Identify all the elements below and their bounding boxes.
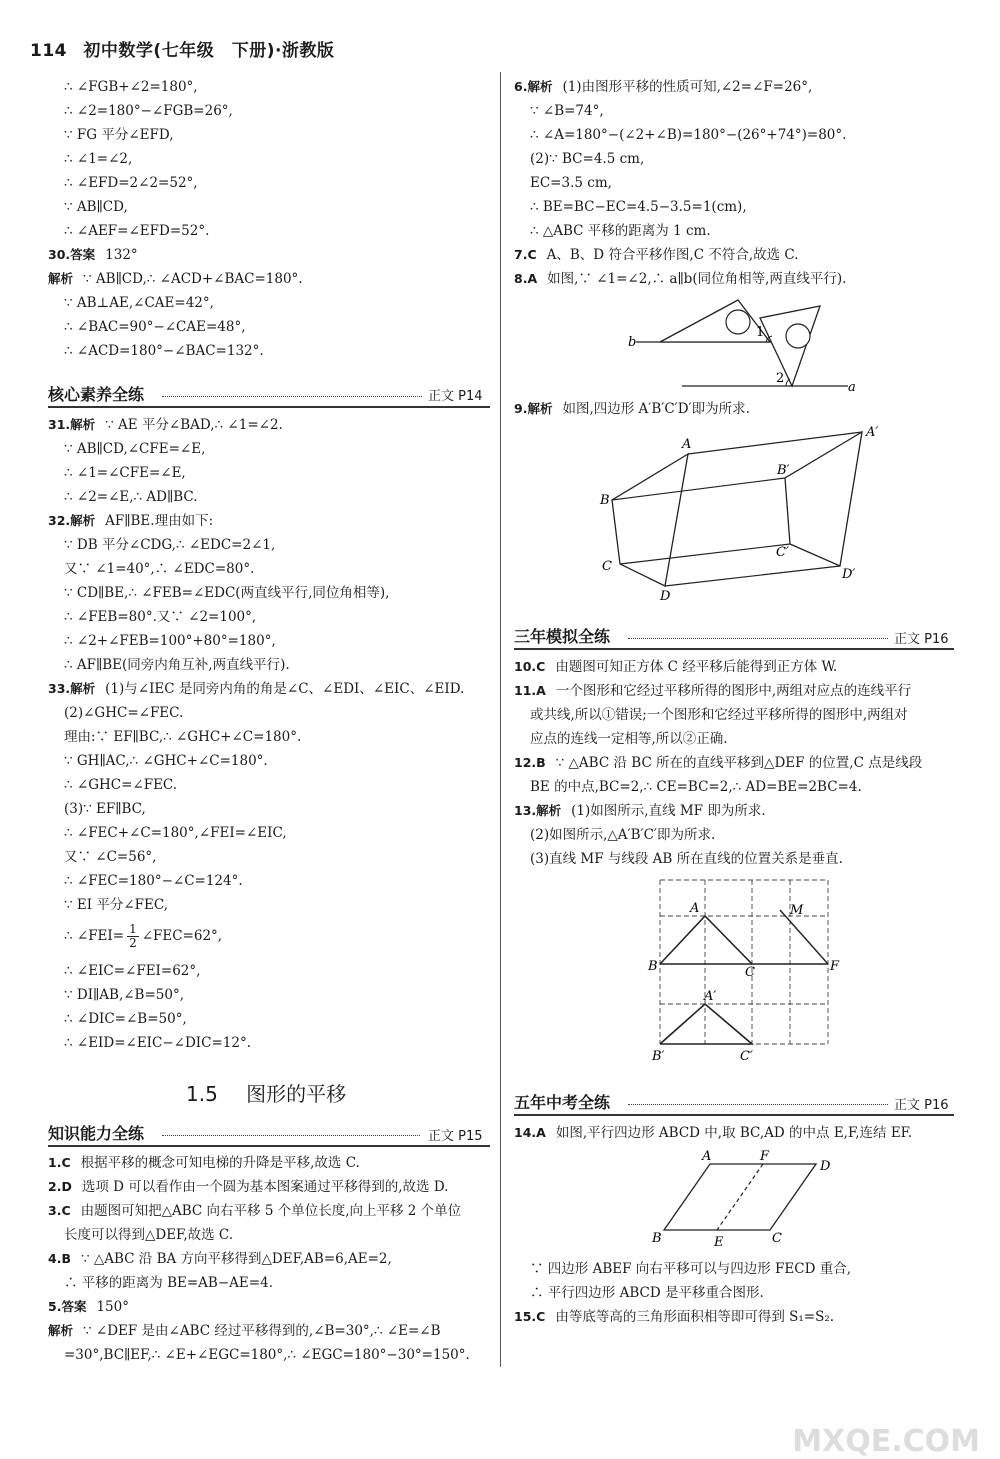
page-header: [30, 36, 334, 61]
label-b: b: [628, 335, 637, 350]
translation-line: [688, 432, 862, 454]
item-label: 2.D: [48, 1179, 72, 1194]
line-text: (2)∠GHC=∠FEC.: [64, 705, 184, 721]
item-label: 3.C: [48, 1203, 71, 1218]
ruler-hole: [726, 310, 750, 334]
line-text: ∵ ∠DEF 是由∠ABC 经过平移得到的,∠B=30°,∴ ∠E=∠B: [83, 1323, 441, 1339]
label-C: C: [772, 1231, 782, 1246]
line-text: 又∵ ∠1=40°,∴ ∠EDC=80°.: [64, 561, 255, 577]
label-C1: C′: [776, 545, 789, 560]
quad-A1B1C1D1: [785, 432, 862, 566]
text-line: [64, 486, 198, 508]
line-text: A、B、D 符合平移作图,C 不符合,故选 C.: [546, 247, 799, 263]
item-label: 7.C: [514, 247, 537, 262]
line-text: ∴ ∠EID=∠EIC−∠DIC=12°.: [64, 1035, 251, 1051]
section-underline: [514, 648, 954, 650]
figure-8: [620, 296, 860, 396]
text-line: [64, 1272, 273, 1294]
book-title: 初中数学(七年级 下册)·浙教版: [83, 41, 335, 61]
label-A: A: [682, 437, 692, 452]
line-text: ∵ CD∥BE,∴ ∠FEB=∠EDC(两直线平行,同位角相等),: [64, 585, 390, 601]
text-line: [64, 654, 290, 676]
line-text: ∵ AE 平分∠BAD,∴ ∠1=∠2.: [105, 417, 283, 433]
label-A: A: [702, 1149, 712, 1164]
line-text: ∴ ∠1=∠CFE=∠E,: [64, 465, 186, 481]
figure-14: [640, 1146, 840, 1252]
text-line: [64, 462, 186, 484]
line-text: 理由:∵ EF∥BC,∴ ∠GHC+∠C=180°.: [64, 729, 302, 745]
text-line: [48, 268, 303, 290]
line-text: (2)如图所示,△A′B′C′即为所求.: [530, 827, 716, 843]
line-text: 又∵ ∠C=56°,: [64, 849, 157, 865]
frac-den: 2: [129, 936, 137, 950]
label-E: E: [714, 1235, 724, 1250]
item-label: 33.解析: [48, 681, 96, 696]
quad-ABCD: [612, 454, 688, 586]
line-text: ∵ AB∥CD,∠CFE=∠E,: [64, 441, 206, 457]
line-text: ∵ △ABC 沿 BA 方向平移得到△DEF,AB=6,AE=2,: [80, 1251, 392, 1267]
text-line: [48, 414, 283, 436]
label-angle-1: 1: [756, 325, 765, 340]
column-divider: [500, 72, 501, 1367]
text-line: [64, 702, 183, 724]
frac-pre: ∴ ∠FEI=: [64, 928, 125, 944]
parallelogram-ABCD: [664, 1164, 816, 1230]
text-line: [530, 1282, 764, 1304]
line-text: ∴ ∠A=180°−(∠2+∠B)=180°−(26°+74°)=80°.: [530, 127, 847, 143]
text-line: [530, 776, 862, 798]
text-line: [530, 848, 843, 870]
text-line: [64, 1032, 251, 1054]
line-text: ∴ ∠DIC=∠B=50°,: [64, 1011, 187, 1027]
section-title-three-year: 三年模拟全练: [514, 627, 611, 646]
label-M: M: [790, 903, 804, 918]
line-text: ∴ ∠EFD=2∠2=52°,: [64, 175, 198, 191]
text-line: [64, 798, 146, 820]
text-line: [48, 1176, 448, 1198]
item-label: 解析: [48, 1323, 74, 1338]
text-line: [64, 534, 275, 556]
label-D: D: [660, 589, 671, 604]
line-text: 由等底等高的三角形面积相等即可得到 S₁=S₂.: [555, 1309, 835, 1325]
text-line: [514, 268, 846, 290]
line-text: ∴ ∠ACD=180°−∠BAC=132°.: [64, 343, 264, 359]
text-line: [530, 704, 908, 726]
text-line: [48, 678, 464, 700]
section-ref: 正文 P16: [894, 1098, 949, 1113]
line-text: ∵ DI∥AB,∠B=50°,: [64, 987, 184, 1003]
text-line: [530, 220, 711, 242]
text-line: [514, 752, 922, 774]
q9-text: 如图,四边形 A′B′C′D′即为所求.: [562, 401, 750, 417]
q9-label: 9.解析: [514, 401, 553, 416]
line-text: 根据平移的概念可知电梯的升降是平移,故选 C.: [80, 1155, 360, 1171]
text-line: [530, 824, 715, 846]
text-line: [64, 726, 301, 748]
text-line: [48, 1200, 461, 1222]
text-line: [530, 728, 728, 750]
q9-line: [514, 398, 750, 420]
section-dotted-line: [628, 1104, 888, 1105]
figure-13-grid: [650, 876, 840, 1066]
line-text: ∴ △ABC 平移的距离为 1 cm.: [530, 223, 711, 239]
line-text: ∴ ∠1=∠2,: [64, 151, 133, 167]
text-line: [64, 1224, 233, 1246]
text-line: [64, 1344, 470, 1366]
translation-line: [620, 544, 790, 564]
text-line: [64, 984, 184, 1006]
text-line: [514, 680, 911, 702]
section-title-knowledge: 知识能力全练: [48, 1124, 145, 1143]
line-text: ∴ ∠FEB=80°.又∵ ∠2=100°,: [64, 609, 257, 625]
item-label: 10.C: [514, 659, 546, 674]
line-text: ∴ ∠FGB+∠2=180°,: [64, 79, 198, 95]
fraction: [127, 923, 139, 950]
label-angle-2: 2: [776, 371, 785, 386]
text-line: [64, 558, 254, 580]
text-line: [64, 100, 233, 122]
item-label: 15.C: [514, 1309, 546, 1324]
label-B1: B′: [777, 463, 790, 478]
text-line: [514, 244, 799, 266]
section-title-core: 核心素养全练: [48, 385, 145, 404]
line-MF: [780, 910, 828, 964]
line-text: 一个图形和它经过平移所得的图形中,两组对应点的连线平行: [555, 683, 912, 699]
text-line: [64, 960, 200, 982]
item-label: 12.B: [514, 755, 546, 770]
q14-text: 如图,平行四边形 ABCD 中,取 BC,AD 的中点 E,F,连结 EF.: [555, 1125, 913, 1141]
line-text: 132°: [105, 247, 138, 263]
item-label: 13.解析: [514, 803, 562, 818]
line-text: (1)由图形平移的性质可知,∠2=∠F=26°,: [562, 79, 813, 95]
line-text: ∴ ∠FEC+∠C=180°,∠FEI=∠EIC,: [64, 825, 287, 841]
section-dotted-line: [628, 638, 888, 639]
watermark: MXQE.COM: [792, 1424, 980, 1459]
text-line: [64, 196, 128, 218]
item-label: 32.解析: [48, 513, 96, 528]
line-text: ∴ AF∥BE(同旁内角互补,两直线平行).: [64, 657, 290, 673]
text-line: [64, 870, 243, 892]
line-text: ∵ AB⊥AE,∠CAE=42°,: [64, 295, 214, 311]
line-text: ∵ ∠B=74°,: [530, 103, 604, 119]
line-text: (3)∵ EF∥BC,: [64, 801, 146, 817]
text-line: [514, 1306, 834, 1328]
line-text: 选项 D 可以看作由一个圆为基本图案通过平移得到的,故选 D.: [81, 1179, 449, 1195]
chapter-number: 1.5: [186, 1082, 218, 1106]
triangle-ruler-1: [660, 300, 770, 342]
line-text: ∴ ∠BAC=90°−∠CAE=48°,: [64, 319, 246, 335]
text-line: [48, 244, 138, 266]
line-text: ∵ EI 平分∠FEC,: [64, 897, 169, 913]
label-F: F: [830, 959, 840, 974]
item-label: 8.A: [514, 271, 538, 286]
item-label: 31.解析: [48, 417, 96, 432]
line-text: (3)直线 MF 与线段 AB 所在直线的位置关系是垂直.: [530, 851, 843, 867]
line-text: 由题图可知把△ABC 向右平移 5 个单位长度,向上平移 2 个单位: [80, 1203, 462, 1219]
text-line: [48, 1248, 392, 1270]
line-text: ∴ ∠FEC=180°−∠C=124°.: [64, 873, 243, 889]
section-underline: [48, 406, 490, 408]
line-text: ∴ ∠AEF=∠EFD=52°.: [64, 223, 210, 239]
text-line: [64, 340, 264, 362]
text-line: [48, 1296, 129, 1318]
item-label: 11.A: [514, 683, 546, 698]
label-A1: A′: [704, 989, 717, 1004]
line-text: ∵ DB 平分∠CDG,∴ ∠EDC=2∠1,: [64, 537, 276, 553]
line-text: ∴ 平移的距离为 BE=AB−AE=4.: [64, 1275, 273, 1291]
section-ref: 正文 P16: [894, 632, 949, 647]
text-line: [530, 1258, 851, 1280]
section-dotted-line: [162, 396, 422, 397]
label-B: B: [600, 493, 610, 508]
label-B1: B′: [652, 1049, 665, 1064]
text-line: [514, 76, 812, 98]
text-line: [64, 750, 268, 772]
label-a: a: [848, 380, 856, 395]
text-line: [48, 1320, 441, 1342]
label-B: B: [648, 959, 658, 974]
line-text: ∴ ∠2=180°−∠FGB=26°,: [64, 103, 233, 119]
line-text: (1)与∠IEC 是同旁内角的角是∠C、∠EDI、∠EIC、∠EID.: [105, 681, 465, 697]
text-line: [64, 846, 156, 868]
text-line: [64, 148, 132, 170]
label-A1: A′: [866, 425, 879, 440]
text-line: [64, 606, 256, 628]
ruler-hole: [786, 324, 810, 348]
label-A: A: [690, 901, 700, 916]
line-text: (1)如图所示,直线 MF 即为所求.: [571, 803, 766, 819]
text-line: [64, 292, 214, 314]
line-text: ∵ △ABC 沿 BC 所在的直线平移到△DEF 的位置,C 点是线段: [555, 755, 923, 771]
item-label: 6.解析: [514, 79, 553, 94]
section-ref: 正文 P15: [428, 1129, 483, 1144]
section-title-five-year: 五年中考全练: [514, 1093, 611, 1112]
line-text: 应点的连线一定相等,所以②正确.: [530, 731, 728, 747]
line-text: =30°,BC∥EF,∴ ∠E+∠EGC=180°,∴ ∠EGC=180°−30°=150°.: [64, 1347, 470, 1363]
line-text: ∴ BE=BC−EC=4.5−3.5=1(cm),: [530, 199, 747, 215]
text-line: [64, 582, 389, 604]
line-text: ∵ FG 平分∠EFD,: [64, 127, 174, 143]
figure-9: [590, 420, 890, 610]
label-F: F: [760, 1149, 770, 1164]
fraction-line: [64, 918, 222, 954]
text-line: [64, 316, 246, 338]
line-text: ∵ 四边形 ABEF 向右平移可以与四边形 FECD 重合,: [530, 1261, 852, 1277]
text-line: [64, 172, 198, 194]
item-label: 30.答案: [48, 247, 96, 262]
item-label: 5.答案: [48, 1299, 87, 1314]
item-label: 1.C: [48, 1155, 71, 1170]
line-text: ∵ AB∥CD,∴ ∠ACD+∠BAC=180°.: [83, 271, 303, 287]
text-line: [530, 196, 747, 218]
label-D1: D′: [842, 567, 856, 582]
label-C: C: [602, 559, 612, 574]
translation-line: [665, 566, 840, 586]
triangle-ruler-2: [760, 306, 820, 386]
section-ref: 正文 P14: [428, 389, 483, 404]
text-line: [64, 630, 276, 652]
page-number: 114: [30, 41, 67, 61]
line-text: ∵ AB∥CD,: [64, 199, 128, 215]
text-line: [514, 656, 837, 678]
text-line: [530, 100, 604, 122]
text-line: [64, 220, 209, 242]
line-text: (2)∵ BC=4.5 cm,: [530, 151, 645, 167]
text-line: [64, 822, 287, 844]
text-line: [64, 438, 205, 460]
triangle-A1B1C1: [660, 1004, 752, 1044]
line-text: AF∥BE.理由如下:: [105, 513, 214, 529]
text-line: [64, 1008, 187, 1030]
translation-line: [612, 478, 785, 500]
section-dotted-line: [162, 1135, 420, 1136]
line-text: 或共线,所以①错误;一个图形和它经过平移所得的图形中,两组对: [530, 707, 908, 723]
item-label: 4.B: [48, 1251, 71, 1266]
line-text: ∵ GH∥AC,∴ ∠GHC+∠C=180°.: [64, 753, 268, 769]
chapter-heading: [186, 1078, 346, 1107]
label-B: B: [652, 1231, 662, 1246]
line-text: ∴ ∠EIC=∠FEI=62°,: [64, 963, 201, 979]
text-line: [530, 172, 612, 194]
frac-num: 1: [129, 922, 137, 936]
line-text: EC=3.5 cm,: [530, 175, 612, 191]
line-text: ∴ 平行四边形 ABCD 是平移重合图形.: [530, 1285, 764, 1301]
q14-label: 14.A: [514, 1125, 546, 1140]
q14-line: [514, 1122, 912, 1144]
section-underline: [48, 1145, 490, 1147]
text-line: [64, 894, 168, 916]
triangle-ABC: [660, 916, 752, 964]
text-line: [514, 800, 766, 822]
line-EF: [717, 1164, 763, 1230]
text-line: [64, 774, 177, 796]
label-D: D: [820, 1159, 831, 1174]
text-line: [64, 76, 198, 98]
text-line: [48, 1152, 360, 1174]
line-text: 如图,∵ ∠1=∠2,∴ a∥b(同位角相等,两直线平行).: [547, 271, 847, 287]
text-line: [48, 510, 213, 532]
label-C: C: [745, 965, 755, 980]
line-text: 长度可以得到△DEF,故选 C.: [64, 1227, 234, 1243]
text-line: [530, 124, 846, 146]
frac-post: ∠FEC=62°,: [141, 928, 223, 944]
line-text: ∴ ∠2=∠E,∴ AD∥BC.: [64, 489, 198, 505]
item-label: 解析: [48, 271, 74, 286]
line-text: ∴ ∠2+∠FEB=100°+80°=180°,: [64, 633, 276, 649]
text-line: [530, 148, 644, 170]
line-text: 150°: [96, 1299, 129, 1315]
line-text: ∴ ∠GHC=∠FEC.: [64, 777, 178, 793]
label-C1: C′: [740, 1049, 753, 1064]
chapter-name: 图形的平移: [246, 1082, 347, 1106]
section-underline: [514, 1114, 954, 1116]
text-line: [64, 124, 174, 146]
line-text: 由题图可知正方体 C 经平移后能得到正方体 W.: [555, 659, 838, 675]
line-text: BE 的中点,BC=2,∴ CE=BC=2,∴ AD=BE=2BC=4.: [530, 779, 862, 795]
